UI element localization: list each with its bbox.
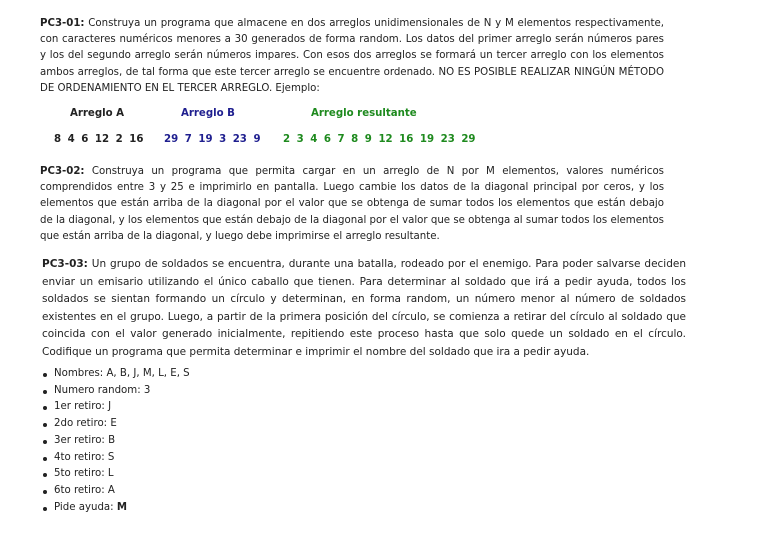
values-arreglo-resultante: 2 3 4 6 7 8 9 12 16 19 23 29: [283, 134, 476, 145]
problem-text: Un grupo de soldados se encuentra, durante una batalla, rodeado por el enemigo. Para poder salvarse deciden enviar un emisario utilizando el único caballo que tienen. Para determinar al soldado que irá a pedir ayuda, todos los soldados se sientan formando un círculo y determinan, en forma random, un número menor al número de soldados existentes en el grupo. Luego, a partir de la primera posición del círculo, se comienza a retirar del círculo al soldado que coincida con el valor generado inicialmente, repitiendo este proceso hasta que solo quede un soldado en el círculo. Codifique un programa que permita determinar e imprimir el nombre del soldado que ira a pedir ayuda.: [42, 258, 686, 358]
problem-text: Construya un programa que almacene en dos arreglos unidimensionales de N y M elementos respectivamente, con caracteres numéricos menores a 30 generados de forma random. Los datos del primer arreglo serán números pares y los del segundo arreglo serán números impares. Con esos dos arreglos se formará un tercer arreglo con los elementos ambos arreglos, de tal forma que este tercer arreglo se encuentre ordenado. NO ES POSIBLE REALIZAR NINGÚN MÉTODO DE ORDENAMIENTO EN EL TERCER ARREGLO. Ejemplo:: [40, 18, 664, 94]
problem-pc3-03: [42, 256, 686, 361]
values-arreglo-a: 8 4 6 12 2 16: [54, 134, 144, 145]
list-item: 6to retiro: A: [42, 483, 190, 500]
list-item: 1er retiro: J: [42, 399, 190, 416]
example-values: [0, 134, 768, 152]
list-item-result: [42, 500, 190, 517]
problem-pc3-01: [40, 16, 664, 97]
list-item: Nombres: A, B, J, M, L, E, S: [42, 366, 190, 383]
heading-arreglo-resultante: Arreglo resultante: [311, 108, 417, 119]
values-arreglo-b: 29 7 19 3 23 9: [164, 134, 261, 145]
list-item: 3er retiro: B: [42, 433, 190, 450]
problem-label: PC3-02:: [40, 166, 85, 177]
problem-label: PC3-01:: [40, 18, 85, 29]
list-item: Numero random: 3: [42, 383, 190, 400]
result-value: M: [116, 501, 127, 513]
list-item: 5to retiro: L: [42, 466, 190, 483]
example-headings: [0, 108, 768, 126]
heading-arreglo-b: Arreglo B: [181, 108, 235, 119]
heading-arreglo-a: Arreglo A: [70, 108, 125, 119]
example-bullet-list: [42, 366, 190, 516]
list-item: 2do retiro: E: [42, 416, 190, 433]
list-item: 4to retiro: S: [42, 450, 190, 467]
problem-text: Construya un programa que permita cargar en un arreglo de N por M elementos, valores numéricos comprendidos entre 3 y 25 e imprimirlo en pantalla. Luego cambie los datos de la diagonal principal por ceros, y los elementos que están arriba de la diagonal por el valor que se obtenga de sumar todos los elementos que están debajo de la diagonal, y los elementos que están debajo de la diagonal por el valor que se obtenga al sumar todos los elementos que están arriba de la diagonal, y luego debe imprimirse el arreglo resultante.: [40, 166, 664, 242]
problem-label: PC3-03:: [42, 258, 88, 270]
result-prefix: Pide ayuda:: [54, 501, 117, 513]
problem-pc3-02: [40, 164, 664, 245]
